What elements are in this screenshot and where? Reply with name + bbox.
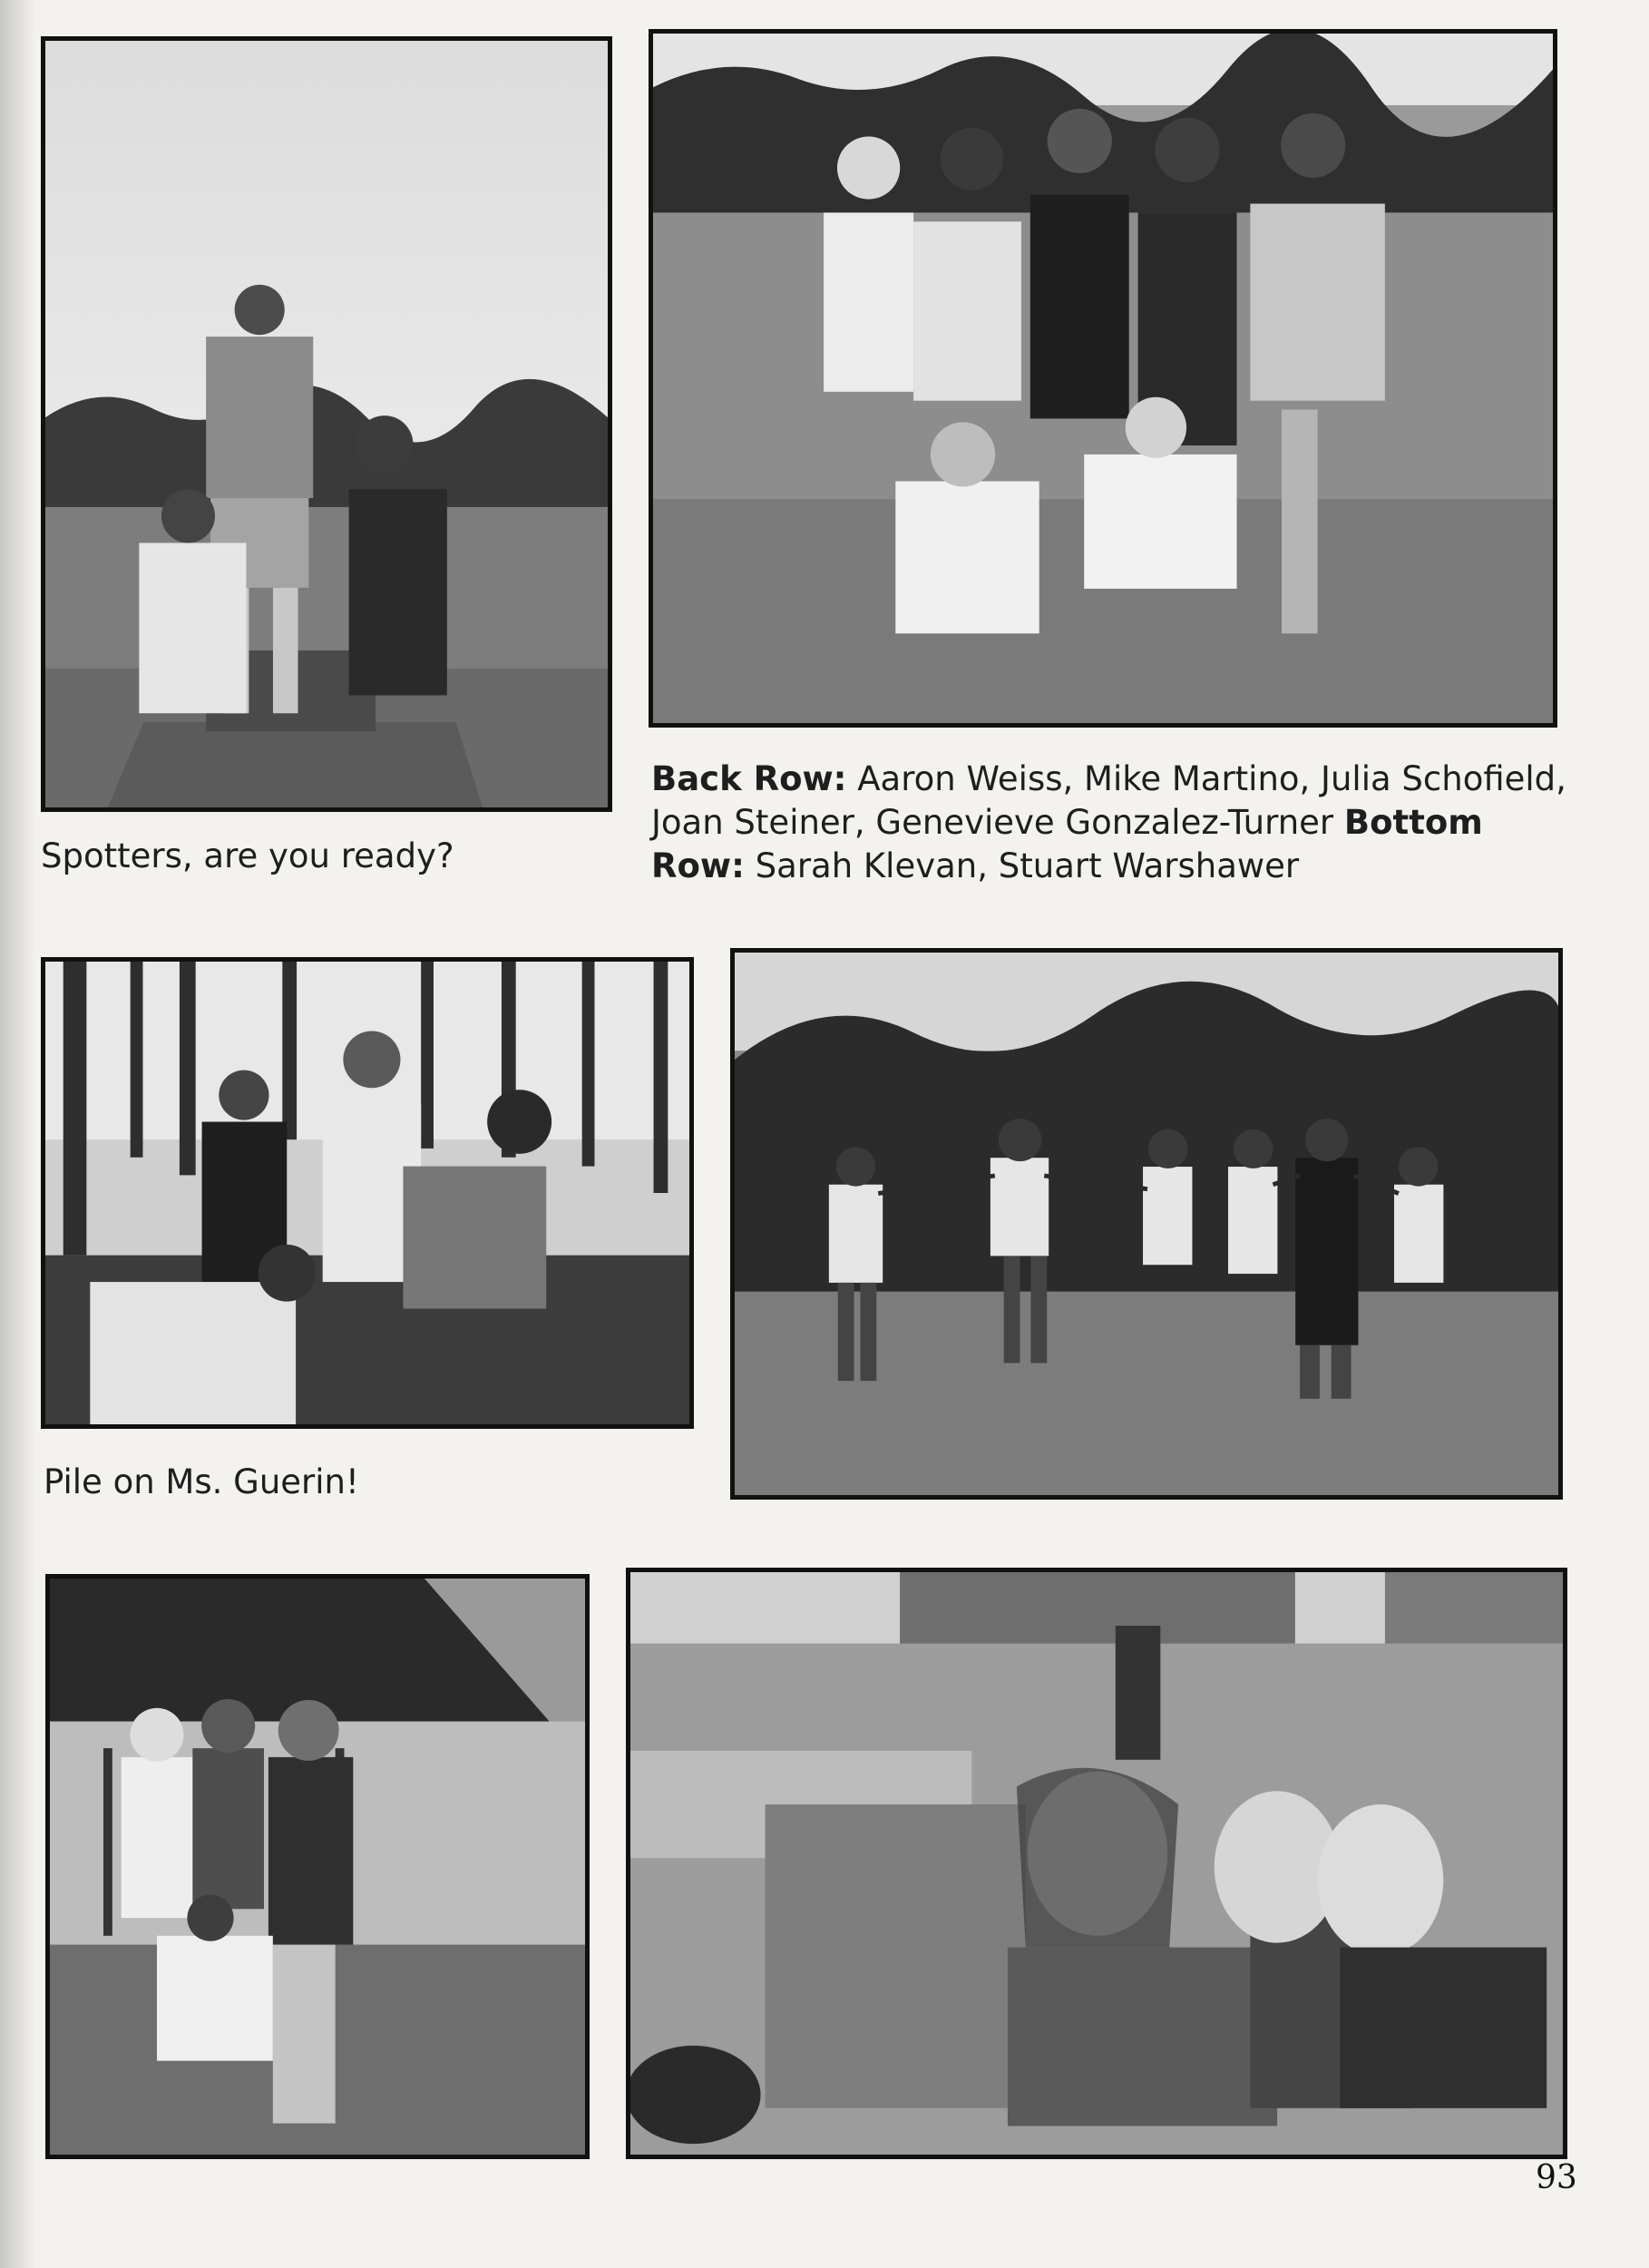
- caption-group-names: [651, 758, 1567, 888]
- photo-spotters: [41, 36, 612, 812]
- bottom-row-label: Bottom Row:: [651, 803, 1483, 885]
- photo-pile-on: [41, 957, 694, 1429]
- caption-spotters: Spotters, are you ready?: [41, 836, 454, 875]
- photo-pavilion: [45, 1574, 590, 2159]
- caption-pile-on: Pile on Ms. Guerin!: [44, 1462, 359, 1501]
- bottom-row-names: Sarah Klevan, Stuart Warshawer: [755, 846, 1300, 885]
- page-number: 93: [1536, 2159, 1577, 2196]
- back-row-label: Back Row:: [651, 759, 847, 798]
- binding-shadow: [0, 0, 36, 2268]
- back-row-names: Aaron Weiss, Mike Martino, Julia Schofield, Joan Steiner, Genevieve Gonzalez-Turner: [651, 759, 1566, 842]
- photo-circle-game: [730, 948, 1563, 1500]
- photo-group-field: [649, 29, 1557, 728]
- photo-three-girls: [626, 1568, 1567, 2159]
